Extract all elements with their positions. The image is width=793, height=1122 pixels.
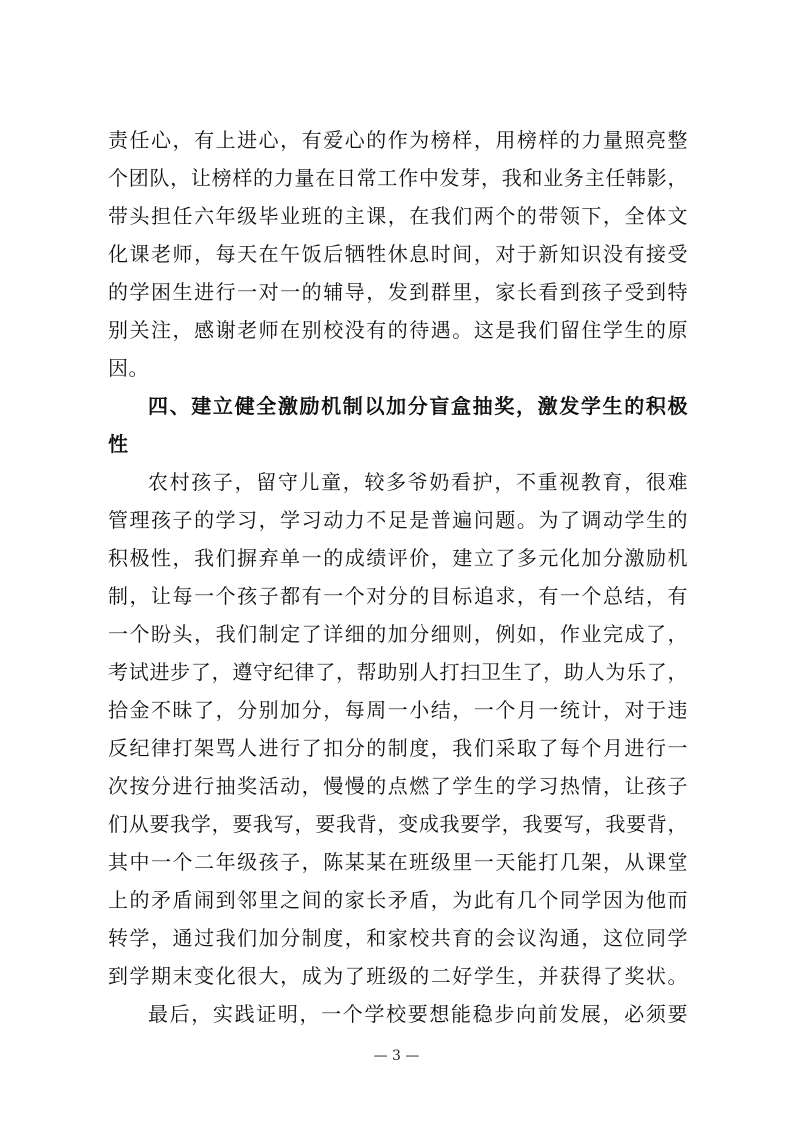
text-line: 个团队，让榜样的力量在日常工作中发芽，我和业务主任韩影， [108,166,688,190]
text-line: 其中一个二年级孩子，陈某某在班级里一天能打几架，从课堂 [108,850,688,874]
text-line: 化课老师，每天在午饭后牺牲休息时间，对于新知识没有接受 [108,242,688,266]
text-line: 们从要我学，要我写，要我背，变成我要学，我要写，我要背， [108,812,688,836]
text-line: 责任心，有上进心，有爱心的作为榜样，用榜样的力量照亮整 [108,128,688,152]
paragraph-first-line: 最后，实践证明，一个学校要想能稳步向前发展，必须要 [148,1002,688,1026]
text-line: 反纪律打架骂人进行了扣分的制度，我们采取了每个月进行一 [108,736,688,760]
text-line: 到学期末变化很大，成为了班级的二好学生，并获得了奖状。 [108,964,688,988]
text-line: 转学，通过我们加分制度，和家校共育的会议沟通，这位同学 [108,926,688,950]
paragraph-first-line: 农村孩子，留守儿童，较多爷奶看护，不重视教育，很难 [148,470,688,494]
text-line: 管理孩子的学习，学习动力不足是普遍问题。为了调动学生的 [108,508,688,532]
section-heading-continued: 性 [108,432,129,456]
text-line: 考试进步了，遵守纪律了，帮助别人打扫卫生了，助人为乐了， [108,660,688,684]
text-line: 积极性，我们摒弃单一的成绩评价，建立了多元化加分激励机 [108,546,688,570]
text-line: 带头担任六年级毕业班的主课，在我们两个的带领下，全体文 [108,204,688,228]
text-line: 制，让每一个孩子都有一个对分的目标追求，有一个总结，有 [108,584,688,608]
text-line: 别关注，感谢老师在别校没有的待遇。这是我们留住学生的原 [108,318,688,342]
text-line: 上的矛盾闹到邻里之间的家长矛盾，为此有几个同学因为他而 [108,888,688,912]
text-line: 一个盼头，我们制定了详细的加分细则，例如，作业完成了， [108,622,688,646]
text-line: 次按分进行抽奖活动，慢慢的点燃了学生的学习热情，让孩子 [108,774,688,798]
text-line: 的学困生进行一对一的辅导，发到群里，家长看到孩子受到特 [108,280,688,304]
section-heading: 四、建立健全激励机制以加分盲盒抽奖，激发学生的积极 [148,394,688,418]
text-line: 因。 [108,356,149,380]
text-line: 拾金不昧了，分别加分，每周一小结，一个月一统计，对于违 [108,698,688,722]
page-number: — 3 — [373,1048,420,1064]
